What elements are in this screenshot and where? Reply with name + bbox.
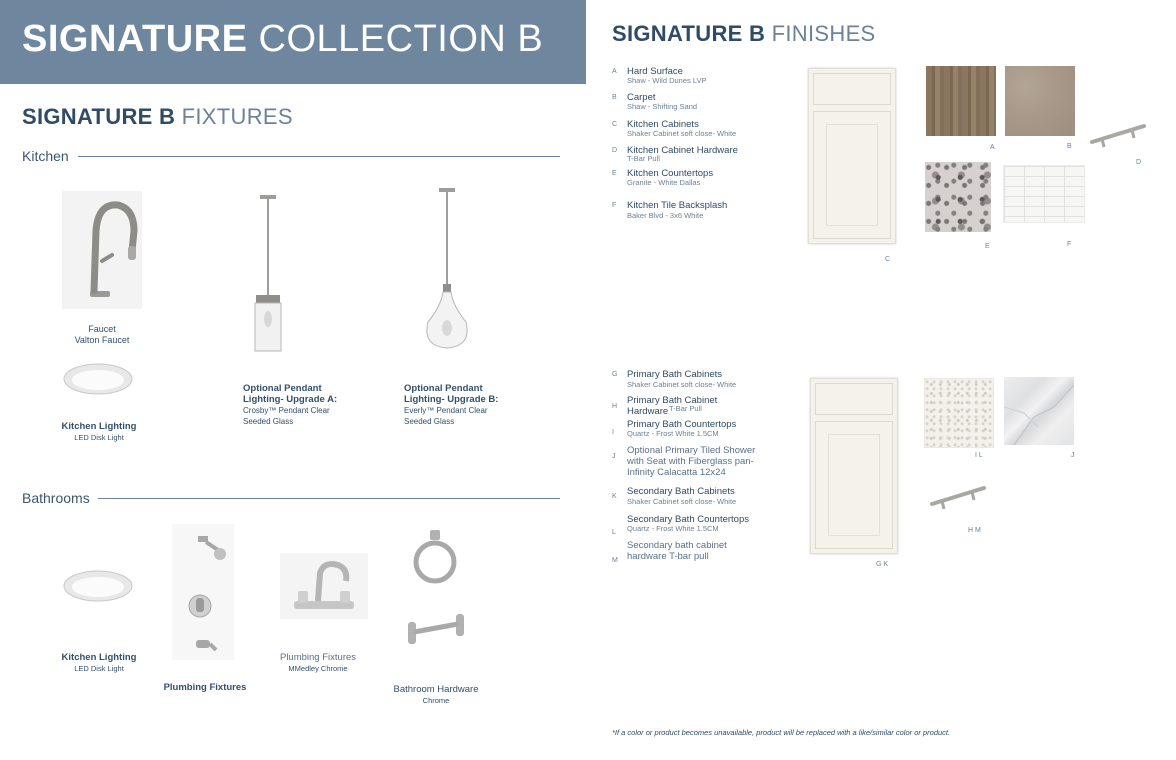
finish-name: Kitchen Cabinet Hardware (627, 145, 738, 156)
faucet-image (62, 191, 142, 309)
finish-name: Primary Bath Cabinet Hardware (627, 395, 718, 417)
finish-letter: I (612, 429, 614, 436)
pendant-a-sub: Crosby™ Pendant Clear Seeded Glass (243, 406, 330, 426)
finish-letter: A (612, 68, 617, 75)
finish-name: Primary Bath Cabinets (627, 369, 723, 380)
pendant-a-name: Optional Pendant Lighting- Upgrade A: (243, 383, 338, 405)
bath-faucet-name: Plumbing Fixtures (279, 652, 357, 663)
finish-letter: L (612, 529, 616, 536)
pendant-a-caption (243, 383, 353, 427)
fixtures-title (22, 104, 293, 130)
finish-letter: M (612, 557, 618, 564)
finish-sub: Shaker Cabinet soft close- White (627, 380, 737, 389)
finish-sub: T-Bar Pull (669, 404, 702, 413)
finish-name: Hard Surface (627, 66, 683, 77)
finishes-title-light: FINISHES (771, 21, 876, 46)
finish-letter: K (612, 493, 617, 500)
title-bold: SIGNATURE (22, 18, 248, 60)
finish-letter: G (612, 371, 618, 378)
finish-name: Primary Bath Countertops (627, 419, 737, 430)
swatch-label-b: B (1067, 143, 1072, 150)
finish-name: Secondary Bath Countertops (627, 514, 749, 525)
faucet-name: Faucet (88, 324, 116, 334)
finish-letter: F (612, 202, 617, 209)
finish-name: Optional Primary Tiled Shower with Seat with Fiberglass pan- Infinity Calacatta 12x24 (627, 445, 756, 478)
finish-sub: T-Bar Pull (627, 154, 660, 163)
bath-disk-light-image (62, 569, 134, 603)
fixtures-title-light: FIXTURES (181, 104, 293, 129)
finish-sub: Shaw - Shifting Sand (627, 102, 698, 111)
finish-letter: B (612, 94, 617, 101)
bath-cabinet-swatch (810, 378, 898, 554)
finish-letter: C (612, 121, 618, 128)
t-bar-pull-swatch (1088, 120, 1148, 150)
bath-hardware-sub: Chrome (422, 696, 450, 705)
bath-t-bar-pull-swatch (928, 482, 988, 512)
bath-hardware-image (404, 528, 468, 654)
swatch-label-c: C (885, 256, 891, 263)
disk-light-image (62, 362, 134, 396)
finish-name: Secondary bath cabinet hardware T-bar pull (627, 540, 727, 562)
lvp-swatch (926, 66, 996, 136)
finishes-title (612, 21, 876, 47)
kitchen-heading: Kitchen (22, 148, 69, 164)
swatch-label-gk: G K (876, 561, 889, 568)
swatch-label-e: E (985, 243, 990, 250)
bathrooms-divider (98, 498, 560, 499)
finish-name: Carpet (627, 92, 656, 103)
quartz-swatch (924, 378, 994, 448)
swatch-label-j: J (1071, 452, 1075, 459)
bath-hardware-caption (386, 684, 486, 706)
finish-letter: H (612, 403, 618, 410)
bath-hardware-name: Bathroom Hardware (393, 684, 479, 695)
bath-faucet-caption (268, 652, 368, 674)
marble-swatch (1004, 377, 1074, 445)
swatch-label-d: D (1136, 159, 1142, 166)
fixtures-title-dark: SIGNATURE B (22, 104, 176, 129)
kitchen-cabinet-swatch (808, 68, 896, 244)
shower-set-image (172, 524, 234, 660)
kitchen-lighting-name: Kitchen Lighting (61, 421, 137, 432)
page-title (22, 18, 543, 61)
swatch-label-il: I L (975, 452, 983, 459)
finishes-title-dark: SIGNATURE B (612, 21, 766, 46)
pendant-b-sub: Everly™ Pendant Clear Seeded Glass (404, 406, 488, 426)
finish-sub: Shaker Cabinet soft close- White (627, 497, 737, 506)
finish-name: Kitchen Countertops (627, 168, 714, 179)
swatch-label-f: F (1067, 241, 1072, 248)
finish-letter: E (612, 170, 617, 177)
finish-letter: D (612, 147, 618, 154)
pendant-a-image (250, 195, 286, 355)
swatch-label-a: A (990, 144, 995, 151)
finish-sub: Shaker Cabinet soft close- White (627, 129, 737, 138)
bath-lighting-name: Kitchen Lighting (61, 652, 137, 663)
finish-sub: Quartz - Frost White 1.5CM (627, 429, 719, 438)
bath-faucet-image (280, 553, 368, 619)
kitchen-lighting-caption (48, 421, 150, 443)
plumbing-set-name: Plumbing Fixtures (163, 682, 247, 693)
finish-sub: Shaw - Wild Dunes LVP (627, 76, 707, 85)
plumbing-set-caption (155, 682, 255, 693)
bath-faucet-sub: MMedley Chrome (288, 664, 348, 673)
carpet-swatch (1005, 66, 1075, 136)
header-banner (0, 0, 586, 84)
pendant-b-caption (404, 383, 514, 427)
finish-name: Secondary Bath Cabinets (627, 486, 735, 497)
finish-letter: J (612, 453, 616, 460)
bath-lighting-sub: LED Disk Light (74, 664, 124, 673)
tile-backsplash-swatch (1003, 165, 1085, 223)
finish-name: Kitchen Cabinets (627, 119, 699, 130)
kitchen-lighting-sub: LED Disk Light (74, 433, 124, 442)
kitchen-divider (78, 156, 560, 157)
pendant-b-image (424, 188, 470, 350)
finish-sub: Quartz - Frost White 1.5CM (627, 524, 719, 533)
bath-lighting-caption (48, 652, 150, 674)
finish-sub: Granite - White Dallas (627, 178, 701, 187)
swatch-label-hm: H M (968, 527, 981, 534)
bathrooms-heading: Bathrooms (22, 490, 90, 506)
faucet-sub: Valton Faucet (74, 335, 130, 345)
finish-sub: Baker Blvd - 3x6 White (627, 211, 704, 220)
title-light: COLLECTION B (258, 18, 544, 60)
faucet-caption (52, 324, 152, 346)
finish-name: Kitchen Tile Backsplash (627, 200, 728, 211)
footnote: *If a color or product becomes unavailable, product will be replaced with a like/similar color or product. (612, 728, 951, 737)
pendant-b-name: Optional Pendant Lighting- Upgrade B: (404, 383, 499, 405)
granite-swatch (925, 162, 991, 232)
